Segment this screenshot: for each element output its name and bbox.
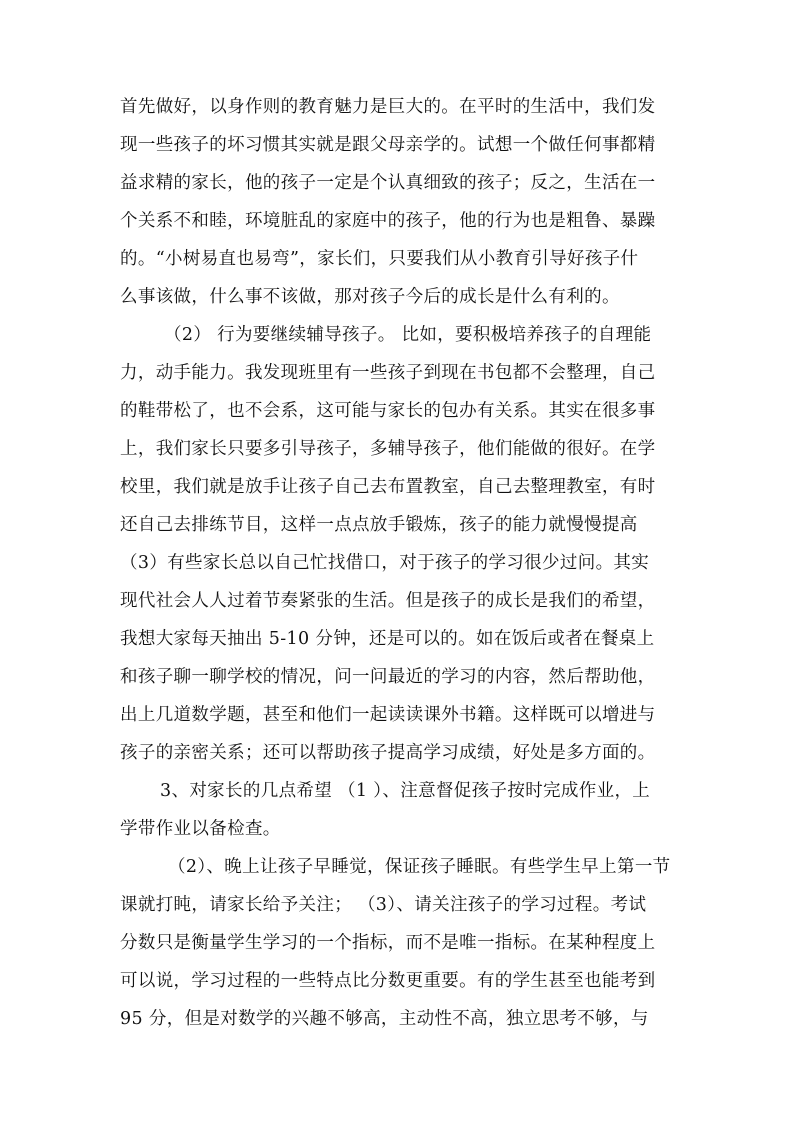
paragraph-start-line: （3）有些家长总以自己忙找借口，对于孩子的学习很少过问。其实 <box>120 553 650 573</box>
paragraph-start-line: 3、对家长的几点希望 （1 ）、注意督促孩子按时完成作业，上 <box>160 781 651 801</box>
text-line: 还自己去排练节目，这样一点点放手锻炼，孩子的能力就慢慢提高 <box>120 515 638 535</box>
text-line: 课就打盹，请家长给予关注； （3）、请关注孩子的学习过程。考试 <box>120 895 647 915</box>
text-line: 益求精的家长，他的孩子一定是个认真细致的孩子；反之，生活在一 <box>120 173 656 193</box>
text-line: 力，动手能力。我发现班里有一些孩子到现在书包都不会整理，自己 <box>120 363 656 383</box>
text-line: 分数只是衡量学生学习的一个指标，而不是唯一指标。在某种程度上 <box>120 933 656 953</box>
text-line: 校里，我们就是放手让孩子自己去布置教室，自己去整理教室，有时 <box>120 477 656 497</box>
text-line: 和孩子聊一聊学校的情况，问一问最近的学习的内容，然后帮助他， <box>120 667 656 687</box>
text-line: 学带作业以备检查。 <box>120 819 281 839</box>
text-line: 出上几道数学题，甚至和他们一起读读课外书籍。这样既可以增进与 <box>120 705 656 725</box>
text-line: 我想大家每天抽出 5-10 分钟，还是可以的。如在饭后或者在餐桌上 <box>120 629 655 649</box>
text-line: 的。“小树易直也易弯”，家长们，只要我们从小教育引导好孩子什 <box>120 249 639 269</box>
text-line: 首先做好，以身作则的教育魅力是巨大的。在平时的生活中，我们发 <box>120 97 656 117</box>
text-line: 现一些孩子的坏习惯其实就是跟父母亲学的。试想一个做任何事都精 <box>120 135 656 155</box>
text-line: 现代社会人人过着节奏紧张的生活。但是孩子的成长是我们的希望， <box>120 591 656 611</box>
text-line: 95 分，但是对数学的兴趣不够高，主动性不高，独立思考不够，与 <box>120 1009 649 1029</box>
text-line: 么事该做，什么事不该做，那对孩子今后的成长是什么有利的。 <box>120 287 620 307</box>
paragraph-start-line: （2）、晚上让孩子早睡觉，保证孩子睡眠。有些学生早上第一节 <box>168 857 671 877</box>
text-line: 可以说，学习过程的一些特点比分数更重要。有的学生甚至也能考到 <box>120 971 656 991</box>
text-line: 的鞋带松了，也不会系，这可能与家长的包办有关系。其实在很多事 <box>120 401 656 421</box>
text-line: 个关系不和睦，环境脏乱的家庭中的孩子，他的行为也是粗鲁、暴躁 <box>120 211 656 231</box>
document-body <box>120 88 678 1038</box>
text-line: 孩子的亲密关系；还可以帮助孩子提高学习成绩，好处是多方面的。 <box>120 743 656 763</box>
text-line: 上，我们家长只要多引导孩子，多辅导孩子，他们能做的很好。在学 <box>120 439 656 459</box>
paragraph-start-line: （2） 行为要继续辅导孩子。 比如，要积极培养孩子的自理能 <box>164 325 652 345</box>
